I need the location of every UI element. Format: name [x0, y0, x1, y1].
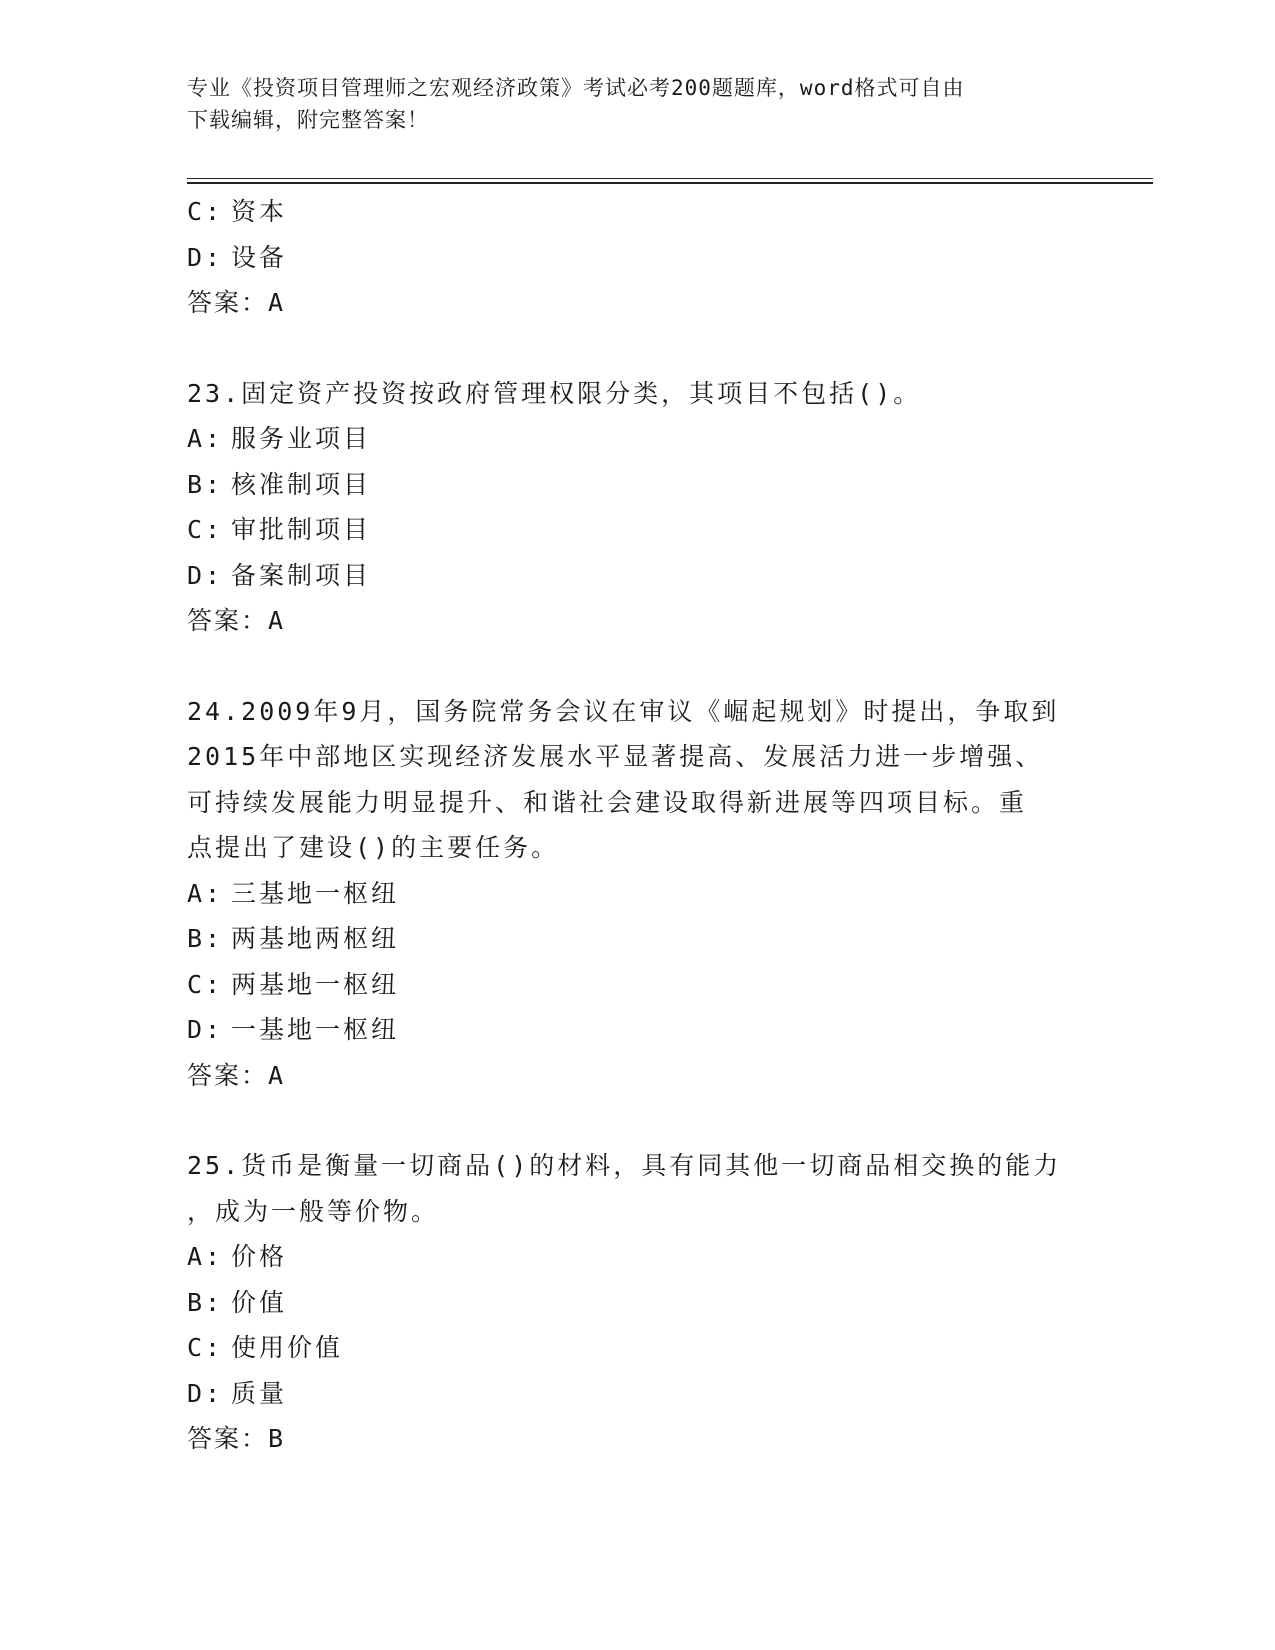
document-header	[187, 72, 1087, 136]
option-label: D:	[187, 560, 224, 590]
option-text: 设备	[231, 242, 288, 272]
option-text: 质量	[231, 1378, 288, 1408]
option-label: D:	[187, 1378, 224, 1408]
option-text: 三基地一枢纽	[231, 878, 400, 908]
question-23	[187, 371, 1087, 644]
option-label: A:	[187, 878, 224, 908]
header-divider-thin	[187, 178, 1153, 179]
option-text: 价值	[231, 1287, 288, 1317]
option-label: C:	[187, 515, 224, 544]
option-label: B:	[187, 469, 224, 499]
question-text-line-4: 点提出了建设()的主要任务。	[187, 833, 560, 862]
option-text: 资本	[231, 197, 288, 226]
option-a	[187, 871, 1087, 917]
answer-line: 答案：B	[187, 1424, 286, 1453]
question-text-line-3: 可持续发展能力明显提升、和谐社会建设取得新进展等四项目标。重	[187, 787, 1028, 817]
option-label: A:	[187, 1242, 224, 1271]
option-c	[187, 189, 1087, 235]
option-label: C:	[187, 969, 224, 999]
option-text: 核准制项目	[231, 469, 372, 499]
question-text-line-2: 2015年中部地区实现经济发展水平显著提高、发展活力进一步增强、	[187, 742, 1044, 771]
option-b	[187, 462, 1087, 508]
option-c	[187, 1325, 1087, 1371]
question-24	[187, 689, 1087, 1099]
answer-line: 答案：A	[187, 606, 286, 635]
spacer	[187, 326, 1087, 371]
answer-line: 答案：A	[187, 1060, 286, 1090]
answer-line: 答案：A	[187, 288, 286, 317]
option-b	[187, 916, 1087, 962]
option-label: A:	[187, 424, 224, 453]
option-a	[187, 416, 1087, 462]
option-text: 两基地一枢纽	[231, 969, 400, 999]
spacer	[187, 644, 1087, 689]
option-text: 价格	[231, 1242, 288, 1271]
option-c	[187, 507, 1087, 553]
question-text-line-1: 25.货币是衡量一切商品()的材料，具有同其他一切商品相交换的能力	[187, 1151, 1062, 1180]
option-label: D:	[187, 1015, 224, 1044]
option-c	[187, 962, 1087, 1008]
question-text-line-1: 24.2009年9月，国务院常务会议在审议《崛起规划》时提出，争取到	[187, 696, 1060, 726]
option-d	[187, 1371, 1087, 1417]
option-text: 服务业项目	[231, 424, 372, 453]
option-d	[187, 553, 1087, 599]
question-text: 23.固定资产投资按政府管理权限分类，其项目不包括()。	[187, 378, 922, 408]
option-text: 使用价值	[231, 1333, 344, 1362]
option-label: D:	[187, 242, 224, 272]
option-label: C:	[187, 197, 224, 226]
spacer	[187, 1098, 1087, 1143]
option-label: C:	[187, 1333, 224, 1362]
question-content	[187, 189, 1087, 1462]
option-text: 备案制项目	[231, 560, 372, 590]
option-d	[187, 1007, 1087, 1053]
option-text: 审批制项目	[231, 515, 372, 544]
previous-question-tail	[187, 189, 1087, 326]
option-b	[187, 1280, 1087, 1326]
header-line-2: 下载编辑，附完整答案！	[187, 108, 429, 132]
option-a	[187, 1234, 1087, 1280]
option-label: B:	[187, 1287, 224, 1317]
header-divider-thick	[187, 182, 1153, 184]
question-text-line-2: ，成为一般等价物。	[187, 1196, 440, 1226]
header-line-1: 专业《投资项目管理师之宏观经济政策》考试必考200题题库，word格式可自由	[187, 76, 965, 100]
option-d	[187, 235, 1087, 281]
option-text: 一基地一枢纽	[231, 1015, 400, 1044]
option-label: B:	[187, 924, 224, 953]
option-text: 两基地两枢纽	[231, 924, 400, 953]
question-25	[187, 1143, 1087, 1462]
